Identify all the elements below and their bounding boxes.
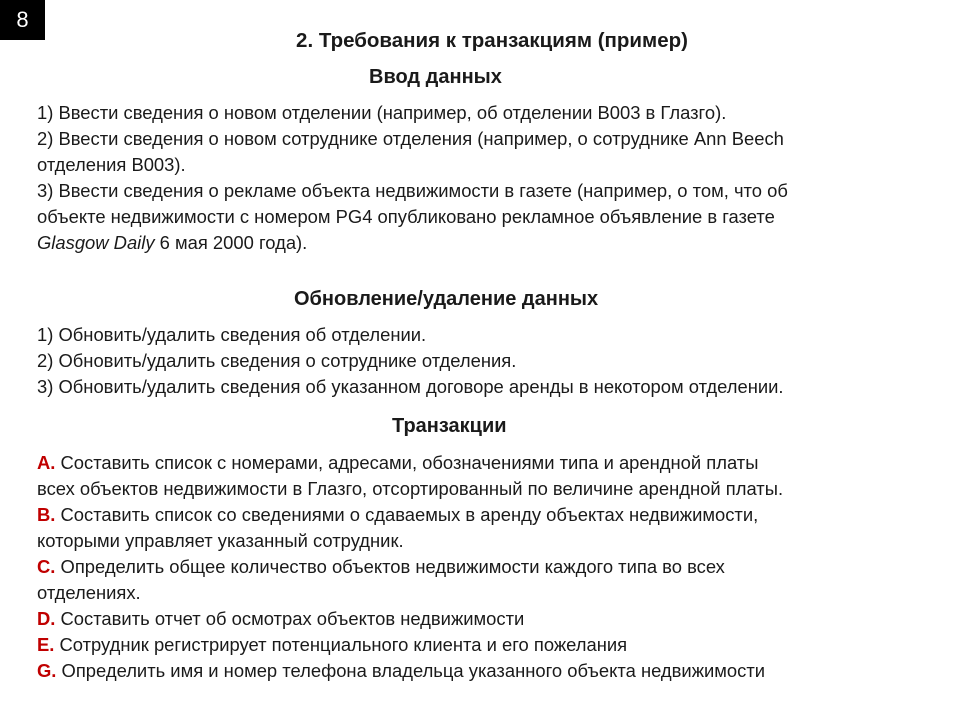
transaction-item-a-cont: всех объектов недвижимости в Глазго, отсортированный по величине арендной платы. (37, 478, 784, 499)
transaction-letter: B. (37, 504, 56, 525)
data-update-line-1: 1) Обновить/удалить сведения об отделении. (37, 324, 427, 345)
transaction-letter: E. (37, 634, 55, 655)
data-input-line-5: объекте недвижимости с номером PG4 опубликовано рекламное объявление в газете (37, 206, 775, 227)
transaction-text: Составить список с номерами, адресами, обозначениями типа и арендной платы (55, 452, 759, 473)
data-input-line-4: 3) Ввести сведения о рекламе объекта недвижимости в газете (например, о том, что об (37, 180, 788, 201)
data-update-list (37, 322, 927, 400)
transaction-item-d (37, 606, 927, 632)
heading-data-input: Ввод данных (369, 66, 502, 88)
transaction-item-a (37, 450, 927, 476)
newspaper-name: Glasgow Daily (37, 232, 155, 253)
data-update-line-3: 3) Обновить/удалить сведения об указанном договоре аренды в некотором отделении. (37, 376, 784, 397)
data-input-list (37, 100, 927, 256)
transaction-item-g (37, 658, 927, 684)
slide-title: 2. Требования к транзакциям (пример) (296, 29, 688, 52)
data-input-line-1: 1) Ввести сведения о новом отделении (например, об отделении В003 в Глазго). (37, 102, 727, 123)
transaction-text: Сотрудник регистрирует потенциального клиента и его пожелания (54, 634, 628, 655)
transaction-item-b-cont: которыми управляет указанный сотрудник. (37, 530, 404, 551)
transaction-text: Определить имя и номер телефона владельца указанного объекта недвижимости (56, 660, 766, 681)
transaction-text: Определить общее количество объектов недвижимости каждого типа во всех (55, 556, 725, 577)
heading-data-update: Обновление/удаление данных (294, 288, 599, 310)
transaction-item-c (37, 554, 927, 580)
transaction-item-c-cont: отделениях. (37, 582, 141, 603)
transaction-item-e (37, 632, 927, 658)
data-update-line-2: 2) Обновить/удалить сведения о сотруднике отделения. (37, 350, 517, 371)
data-input-line-2: 2) Ввести сведения о новом сотруднике отделения (например, о сотруднике Ann Beech (37, 128, 784, 149)
data-input-line-6-rest: 6 мая 2000 года). (154, 232, 308, 253)
transaction-letter: C. (37, 556, 56, 577)
transaction-text: Составить отчет об осмотрах объектов недвижимости (55, 608, 525, 629)
heading-transactions: Транзакции (392, 415, 507, 437)
data-input-line-6 (37, 230, 927, 256)
transaction-letter: D. (37, 608, 56, 629)
transaction-text: Составить список со сведениями о сдаваемых в аренду объектах недвижимости, (55, 504, 759, 525)
transaction-letter: A. (37, 452, 56, 473)
transaction-letter: G. (37, 660, 57, 681)
slide-number: 8 (0, 0, 45, 40)
transaction-item-b (37, 502, 927, 528)
transactions-list (37, 450, 927, 684)
data-input-line-3: отделения В003). (37, 154, 186, 175)
